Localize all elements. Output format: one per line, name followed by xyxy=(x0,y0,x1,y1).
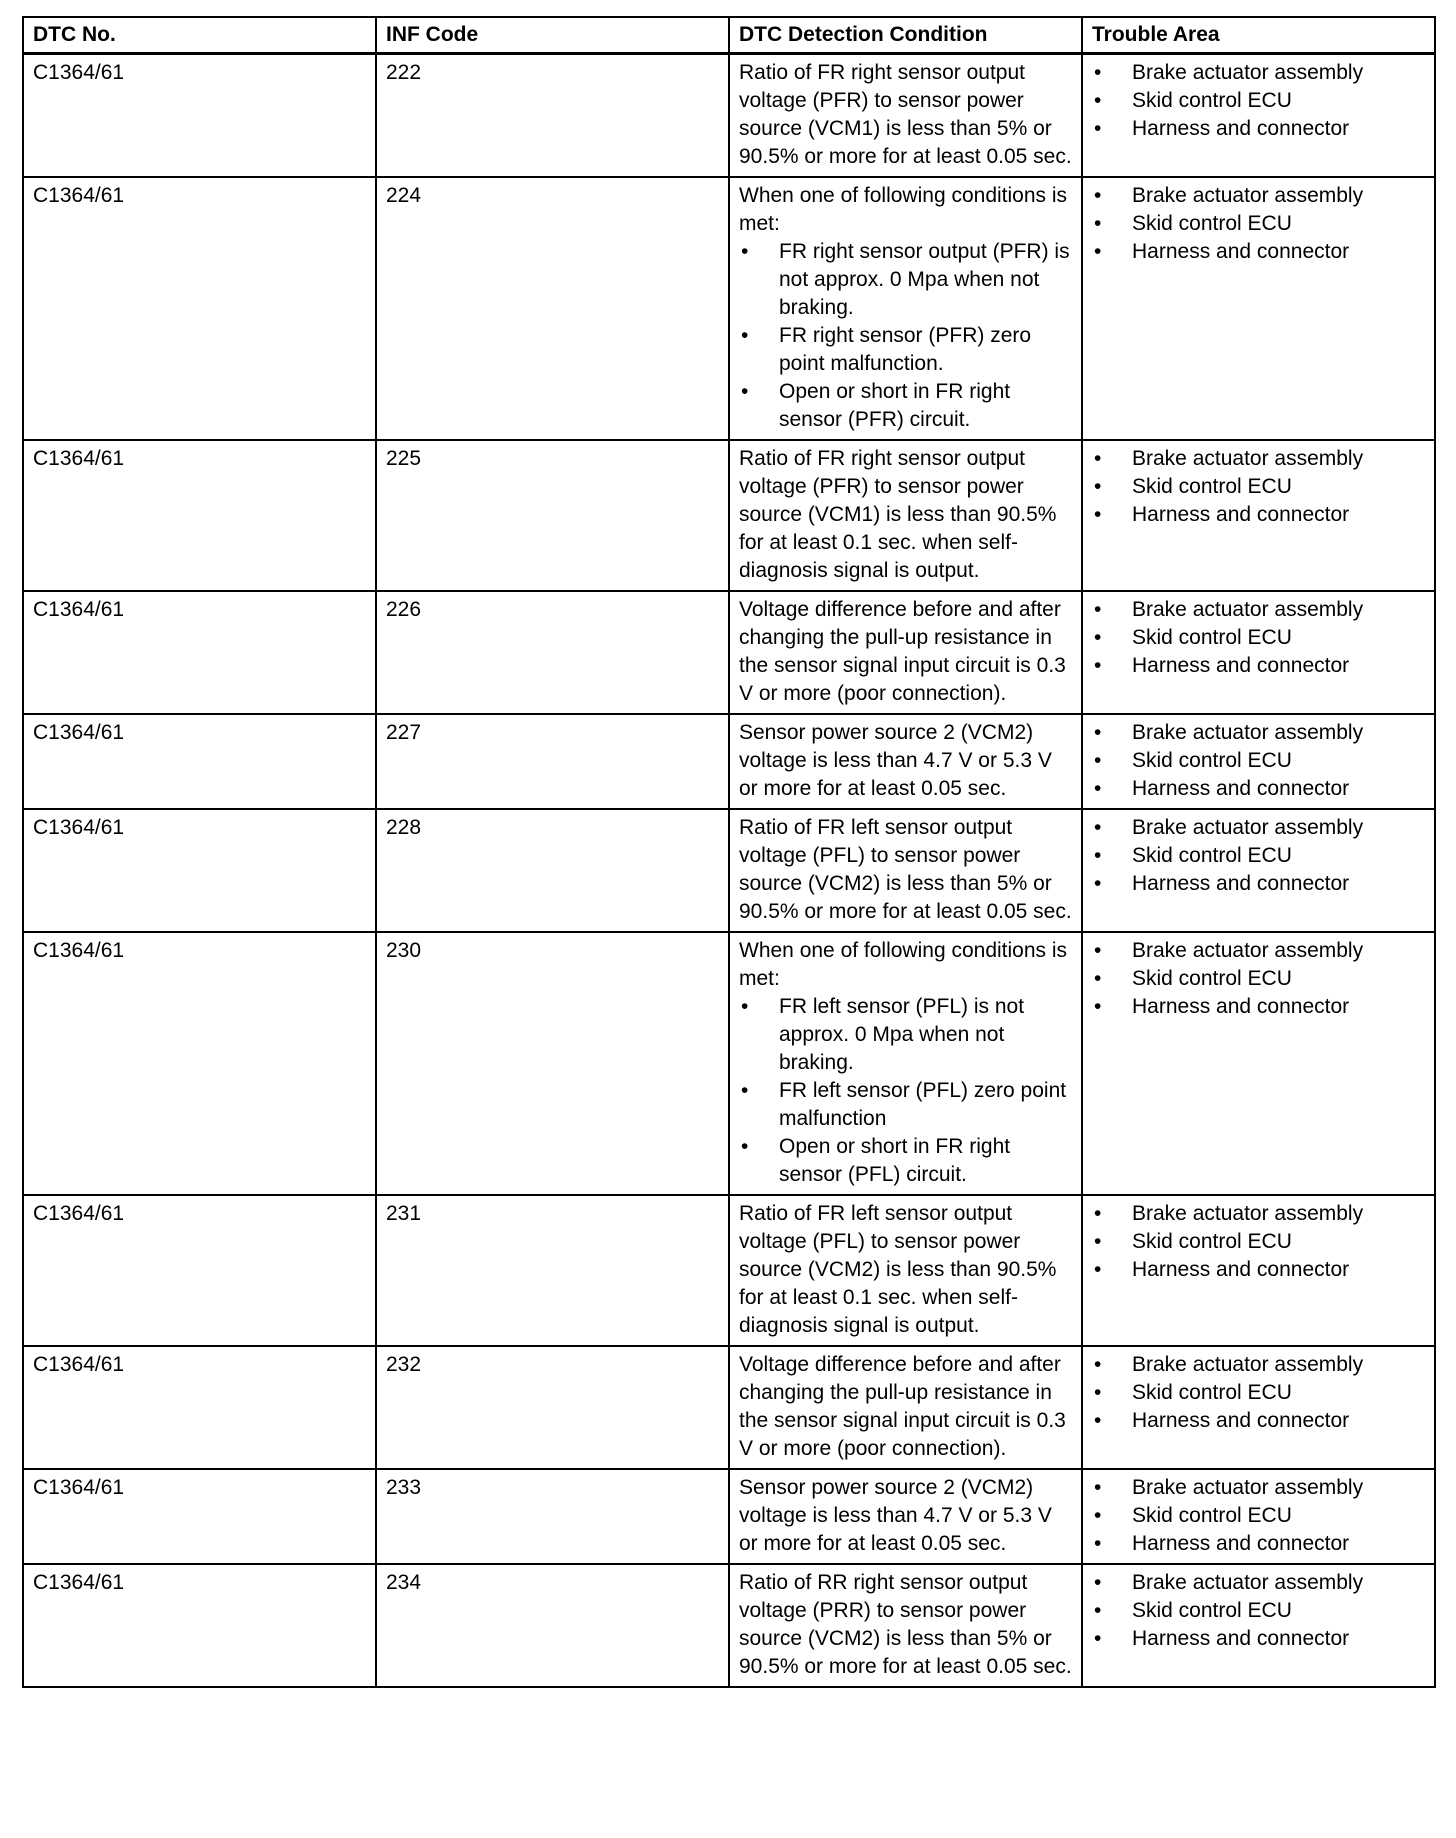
trouble-area-list xyxy=(1092,596,1425,680)
dtc-number-cell: C1364/61 xyxy=(23,1469,376,1564)
detection-condition-cell xyxy=(729,177,1082,440)
trouble-area-item: • Skid control ECU xyxy=(1092,473,1425,501)
header-trouble-area: Trouble Area xyxy=(1082,17,1435,54)
dtc-table xyxy=(22,16,1436,1688)
trouble-area-cell xyxy=(1082,714,1435,809)
detection-condition-cell xyxy=(729,54,1082,178)
condition-list-item: • Open or short in FR right sensor (PFR) circuit. xyxy=(739,378,1072,434)
condition-text: Ratio of FR left sensor output voltage (PFL) to sensor power source (VCM2) is less than 90.5% for at least 0.1 sec. when self-diagnosis signal is output. xyxy=(739,1202,1057,1337)
table-row xyxy=(23,1564,1435,1687)
trouble-area-item: • Skid control ECU xyxy=(1092,1597,1425,1625)
condition-list-item: • FR right sensor (PFR) zero point malfunction. xyxy=(739,322,1072,378)
document-page xyxy=(22,16,1434,1688)
trouble-area-item: • Harness and connector xyxy=(1092,501,1425,529)
trouble-area-item: • Skid control ECU xyxy=(1092,747,1425,775)
table-row xyxy=(23,809,1435,932)
trouble-area-item: • Harness and connector xyxy=(1092,1625,1425,1653)
trouble-area-item: • Skid control ECU xyxy=(1092,965,1425,993)
detection-condition-cell xyxy=(729,1346,1082,1469)
dtc-table-header xyxy=(23,17,1435,54)
trouble-area-cell xyxy=(1082,1469,1435,1564)
inf-code-cell: 231 xyxy=(376,1195,729,1346)
trouble-area-item: • Harness and connector xyxy=(1092,1407,1425,1435)
dtc-number-cell: C1364/61 xyxy=(23,809,376,932)
trouble-area-cell xyxy=(1082,932,1435,1195)
trouble-area-item: • Brake actuator assembly xyxy=(1092,445,1425,473)
trouble-area-list xyxy=(1092,937,1425,1021)
inf-code-cell: 233 xyxy=(376,1469,729,1564)
detection-condition-cell xyxy=(729,440,1082,591)
inf-code-cell: 222 xyxy=(376,54,729,178)
trouble-area-item: • Harness and connector xyxy=(1092,870,1425,898)
trouble-area-list xyxy=(1092,445,1425,529)
condition-text: Sensor power source 2 (VCM2) voltage is less than 4.7 V or 5.3 V or more for at least 0.05 sec. xyxy=(739,721,1052,800)
detection-condition-cell xyxy=(729,809,1082,932)
dtc-table-body xyxy=(23,54,1435,1688)
trouble-area-list xyxy=(1092,1351,1425,1435)
header-row xyxy=(23,17,1435,54)
trouble-area-item: • Skid control ECU xyxy=(1092,210,1425,238)
table-row xyxy=(23,440,1435,591)
trouble-area-item: • Skid control ECU xyxy=(1092,87,1425,115)
trouble-area-item: • Brake actuator assembly xyxy=(1092,1569,1425,1597)
table-row xyxy=(23,1469,1435,1564)
trouble-area-item: • Harness and connector xyxy=(1092,993,1425,1021)
table-row xyxy=(23,1195,1435,1346)
trouble-area-cell xyxy=(1082,177,1435,440)
trouble-area-item: • Harness and connector xyxy=(1092,1530,1425,1558)
trouble-area-cell xyxy=(1082,591,1435,714)
detection-condition-cell xyxy=(729,1195,1082,1346)
dtc-number-cell: C1364/61 xyxy=(23,177,376,440)
table-row xyxy=(23,177,1435,440)
trouble-area-item: • Skid control ECU xyxy=(1092,1228,1425,1256)
trouble-area-list xyxy=(1092,1474,1425,1558)
condition-list-item: • Open or short in FR right sensor (PFL) circuit. xyxy=(739,1133,1072,1189)
condition-list xyxy=(739,238,1072,434)
trouble-area-item: • Brake actuator assembly xyxy=(1092,59,1425,87)
condition-list-item: • FR left sensor (PFL) is not approx. 0 Mpa when not braking. xyxy=(739,993,1072,1077)
condition-text: Ratio of FR left sensor output voltage (PFL) to sensor power source (VCM2) is less than 5% or 90.5% or more for at least 0.05 sec. xyxy=(739,816,1072,923)
trouble-area-item: • Skid control ECU xyxy=(1092,624,1425,652)
inf-code-cell: 227 xyxy=(376,714,729,809)
detection-condition-cell xyxy=(729,932,1082,1195)
dtc-number-cell: C1364/61 xyxy=(23,714,376,809)
trouble-area-item: • Brake actuator assembly xyxy=(1092,814,1425,842)
condition-list xyxy=(739,993,1072,1189)
trouble-area-list xyxy=(1092,1200,1425,1284)
inf-code-cell: 234 xyxy=(376,1564,729,1687)
table-row xyxy=(23,591,1435,714)
inf-code-cell: 232 xyxy=(376,1346,729,1469)
header-inf-code: INF Code xyxy=(376,17,729,54)
dtc-number-cell: C1364/61 xyxy=(23,1564,376,1687)
detection-condition-cell xyxy=(729,591,1082,714)
trouble-area-cell xyxy=(1082,54,1435,178)
trouble-area-item: • Skid control ECU xyxy=(1092,1502,1425,1530)
dtc-number-cell: C1364/61 xyxy=(23,440,376,591)
trouble-area-item: • Skid control ECU xyxy=(1092,1379,1425,1407)
dtc-number-cell: C1364/61 xyxy=(23,54,376,178)
dtc-number-cell: C1364/61 xyxy=(23,591,376,714)
inf-code-cell: 226 xyxy=(376,591,729,714)
detection-condition-cell xyxy=(729,714,1082,809)
trouble-area-cell xyxy=(1082,1195,1435,1346)
condition-text: When one of following conditions is met: xyxy=(739,184,1068,235)
trouble-area-item: • Brake actuator assembly xyxy=(1092,1200,1425,1228)
trouble-area-cell xyxy=(1082,1564,1435,1687)
table-row xyxy=(23,1346,1435,1469)
condition-text: When one of following conditions is met: xyxy=(739,939,1068,990)
detection-condition-cell xyxy=(729,1469,1082,1564)
header-dtc-no: DTC No. xyxy=(23,17,376,54)
condition-text: Sensor power source 2 (VCM2) voltage is less than 4.7 V or 5.3 V or more for at least 0.05 sec. xyxy=(739,1476,1052,1555)
table-row xyxy=(23,714,1435,809)
inf-code-cell: 228 xyxy=(376,809,729,932)
trouble-area-list xyxy=(1092,1569,1425,1653)
trouble-area-cell xyxy=(1082,440,1435,591)
trouble-area-cell xyxy=(1082,1346,1435,1469)
dtc-number-cell: C1364/61 xyxy=(23,1195,376,1346)
condition-text: Ratio of RR right sensor output voltage (PRR) to sensor power source (VCM2) is less than 5% or 90.5% or more for at least 0.05 sec. xyxy=(739,1571,1072,1678)
condition-list-item: • FR right sensor output (PFR) is not approx. 0 Mpa when not braking. xyxy=(739,238,1072,322)
detection-condition-cell xyxy=(729,1564,1082,1687)
inf-code-cell: 230 xyxy=(376,932,729,1195)
trouble-area-item: • Harness and connector xyxy=(1092,238,1425,266)
trouble-area-item: • Harness and connector xyxy=(1092,115,1425,143)
condition-text: Voltage difference before and after changing the pull-up resistance in the sensor signal input circuit is 0.3 V or more (poor connection). xyxy=(739,598,1066,705)
header-detection-condition: DTC Detection Condition xyxy=(729,17,1082,54)
trouble-area-list xyxy=(1092,814,1425,898)
dtc-number-cell: C1364/61 xyxy=(23,932,376,1195)
trouble-area-list xyxy=(1092,719,1425,803)
trouble-area-list xyxy=(1092,182,1425,266)
table-row xyxy=(23,932,1435,1195)
condition-text: Ratio of FR right sensor output voltage (PFR) to sensor power source (VCM1) is less than 90.5% for at least 0.1 sec. when self-diagnosis signal is output. xyxy=(739,447,1057,582)
trouble-area-item: • Harness and connector xyxy=(1092,775,1425,803)
inf-code-cell: 225 xyxy=(376,440,729,591)
condition-list-item: • FR left sensor (PFL) zero point malfunction xyxy=(739,1077,1072,1133)
trouble-area-item: • Brake actuator assembly xyxy=(1092,1474,1425,1502)
trouble-area-item: • Brake actuator assembly xyxy=(1092,1351,1425,1379)
table-row xyxy=(23,54,1435,178)
trouble-area-item: • Brake actuator assembly xyxy=(1092,719,1425,747)
trouble-area-item: • Brake actuator assembly xyxy=(1092,596,1425,624)
trouble-area-list xyxy=(1092,59,1425,143)
trouble-area-item: • Harness and connector xyxy=(1092,1256,1425,1284)
trouble-area-item: • Brake actuator assembly xyxy=(1092,937,1425,965)
condition-text: Ratio of FR right sensor output voltage (PFR) to sensor power source (VCM1) is less than 5% or 90.5% or more for at least 0.05 sec. xyxy=(739,61,1072,168)
dtc-number-cell: C1364/61 xyxy=(23,1346,376,1469)
trouble-area-item: • Skid control ECU xyxy=(1092,842,1425,870)
trouble-area-item: • Brake actuator assembly xyxy=(1092,182,1425,210)
inf-code-cell: 224 xyxy=(376,177,729,440)
trouble-area-item: • Harness and connector xyxy=(1092,652,1425,680)
trouble-area-cell xyxy=(1082,809,1435,932)
condition-text: Voltage difference before and after changing the pull-up resistance in the sensor signal input circuit is 0.3 V or more (poor connection). xyxy=(739,1353,1066,1460)
